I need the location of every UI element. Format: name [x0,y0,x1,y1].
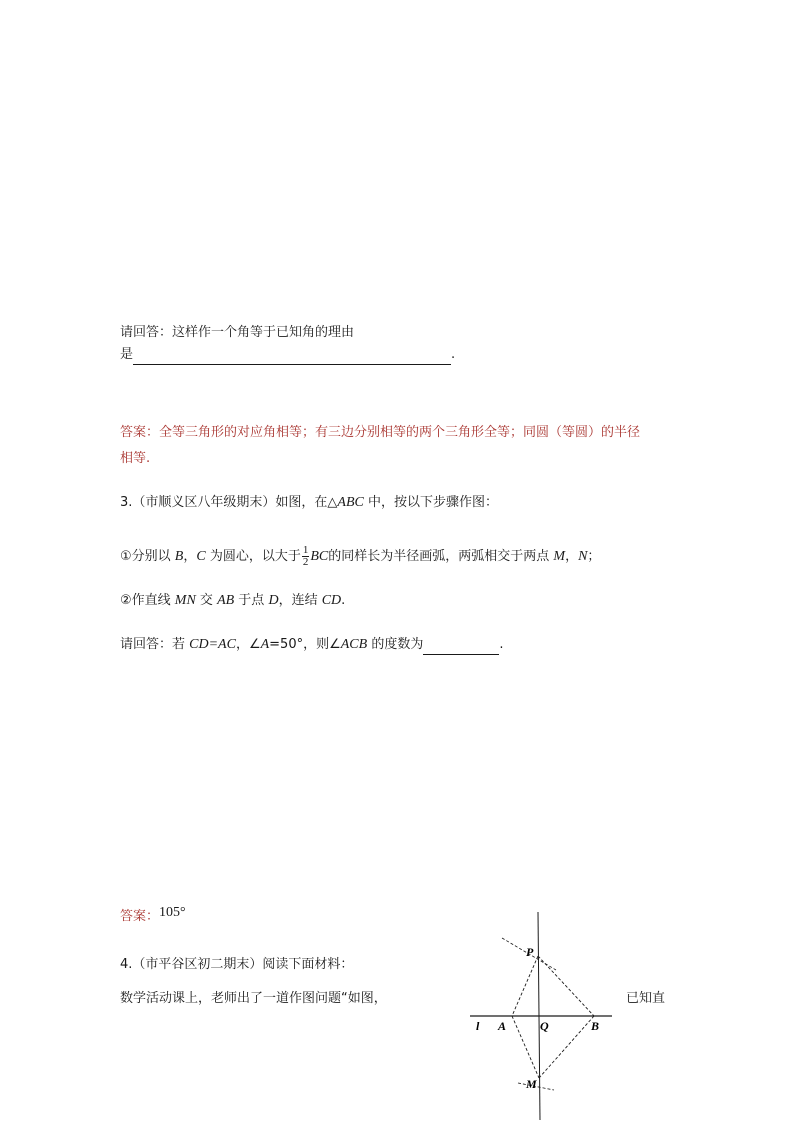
point-c: C [196,549,206,564]
answer-blank[interactable] [423,636,499,655]
angle-acb: ACB [340,637,368,652]
segment-ab: AB [217,593,235,608]
q3-intro [120,494,498,512]
semicolon: ； [587,549,601,564]
point-d: D [268,593,279,608]
q3-step1 [120,545,600,568]
period: . [341,593,346,608]
label-q: Q [540,1019,549,1033]
comma: ， [183,549,197,564]
fraction-denominator: 2 [302,556,309,568]
label-l: l [476,1019,480,1033]
step1-prefix: ①分别以 [120,549,175,564]
answer-value: 105° [159,905,186,920]
q2-answer-text-2: 相等. [120,451,151,466]
step1-mid: 为圆心，以大于 [205,549,301,564]
segment-pb [538,956,594,1016]
q2-prompt-line1 [120,324,354,342]
triangle-name: ABC [337,495,364,510]
q4-body-text: 数学活动课上，老师出了一道作图问题“如图， [120,991,387,1006]
step2-mid3: ，连结 [278,593,322,608]
answer-blank[interactable] [133,346,451,365]
q4-body-right [626,990,665,1008]
q4-body-text-right: 已知直 [626,991,666,1006]
q2-answer-text: 答案：全等三角形的对应角相等；有三边分别相等的两个三角形全等；同圆（等圆）的半径 [120,425,641,440]
comma: ， [565,549,579,564]
point-m: M [553,549,566,564]
q3-answer [120,905,186,926]
ask-suffix: 的度数为 [367,637,424,652]
angle-value: =50° [269,637,304,652]
q2-prompt-prefix: 是 [120,347,134,362]
step2-mid1: 交 [195,593,218,608]
answer-label: 答案： [120,909,160,924]
line-mn: MN [174,593,196,608]
q2-prompt-text: 请回答：这样作一个角等于已知角的理由 [120,325,355,340]
period: . [499,637,504,652]
q3-intro-suffix: 中，按以下步骤作图： [363,495,498,510]
label-a: A [498,1019,507,1033]
label-p: P [526,945,534,959]
q2-answer-line1 [120,424,640,442]
q3-intro-prefix: 3.（市顺义区八年级期末）如图，在△ [120,495,338,510]
condition-cd-ac: CD=AC [189,637,236,652]
fraction-numerator: 1 [302,544,309,556]
step2-prefix: ②作直线 [120,593,175,608]
label-m: M [526,1077,537,1091]
q3-step2 [120,592,345,610]
segment-bc: BC [310,549,329,564]
q4-title [120,956,353,974]
label-b: B [591,1019,600,1033]
ask-mid1: ，∠ [235,637,261,652]
segment-pa [512,956,538,1016]
q4-body-left [120,990,387,1008]
point-n: N [578,549,588,564]
construction-figure [470,908,630,1123]
step1-suffix: 的同样长为半径画弧，两弧相交于两点 [328,549,554,564]
fraction-one-half [302,545,310,568]
segment-am [512,1016,539,1078]
period: . [451,347,456,362]
q3-question [120,636,503,655]
step2-mid2: 于点 [234,593,269,608]
ask-prefix: 请回答：若 [120,637,190,652]
ask-mid2: ，则∠ [303,637,341,652]
q2-answer-line2 [120,450,150,468]
q2-prompt-line2 [120,346,455,365]
angle-a: A [260,637,270,652]
segment-cd: CD [321,593,342,608]
point-b: B [174,549,184,564]
q4-title-text: 4.（市平谷区初二期末）阅读下面材料： [120,957,354,972]
